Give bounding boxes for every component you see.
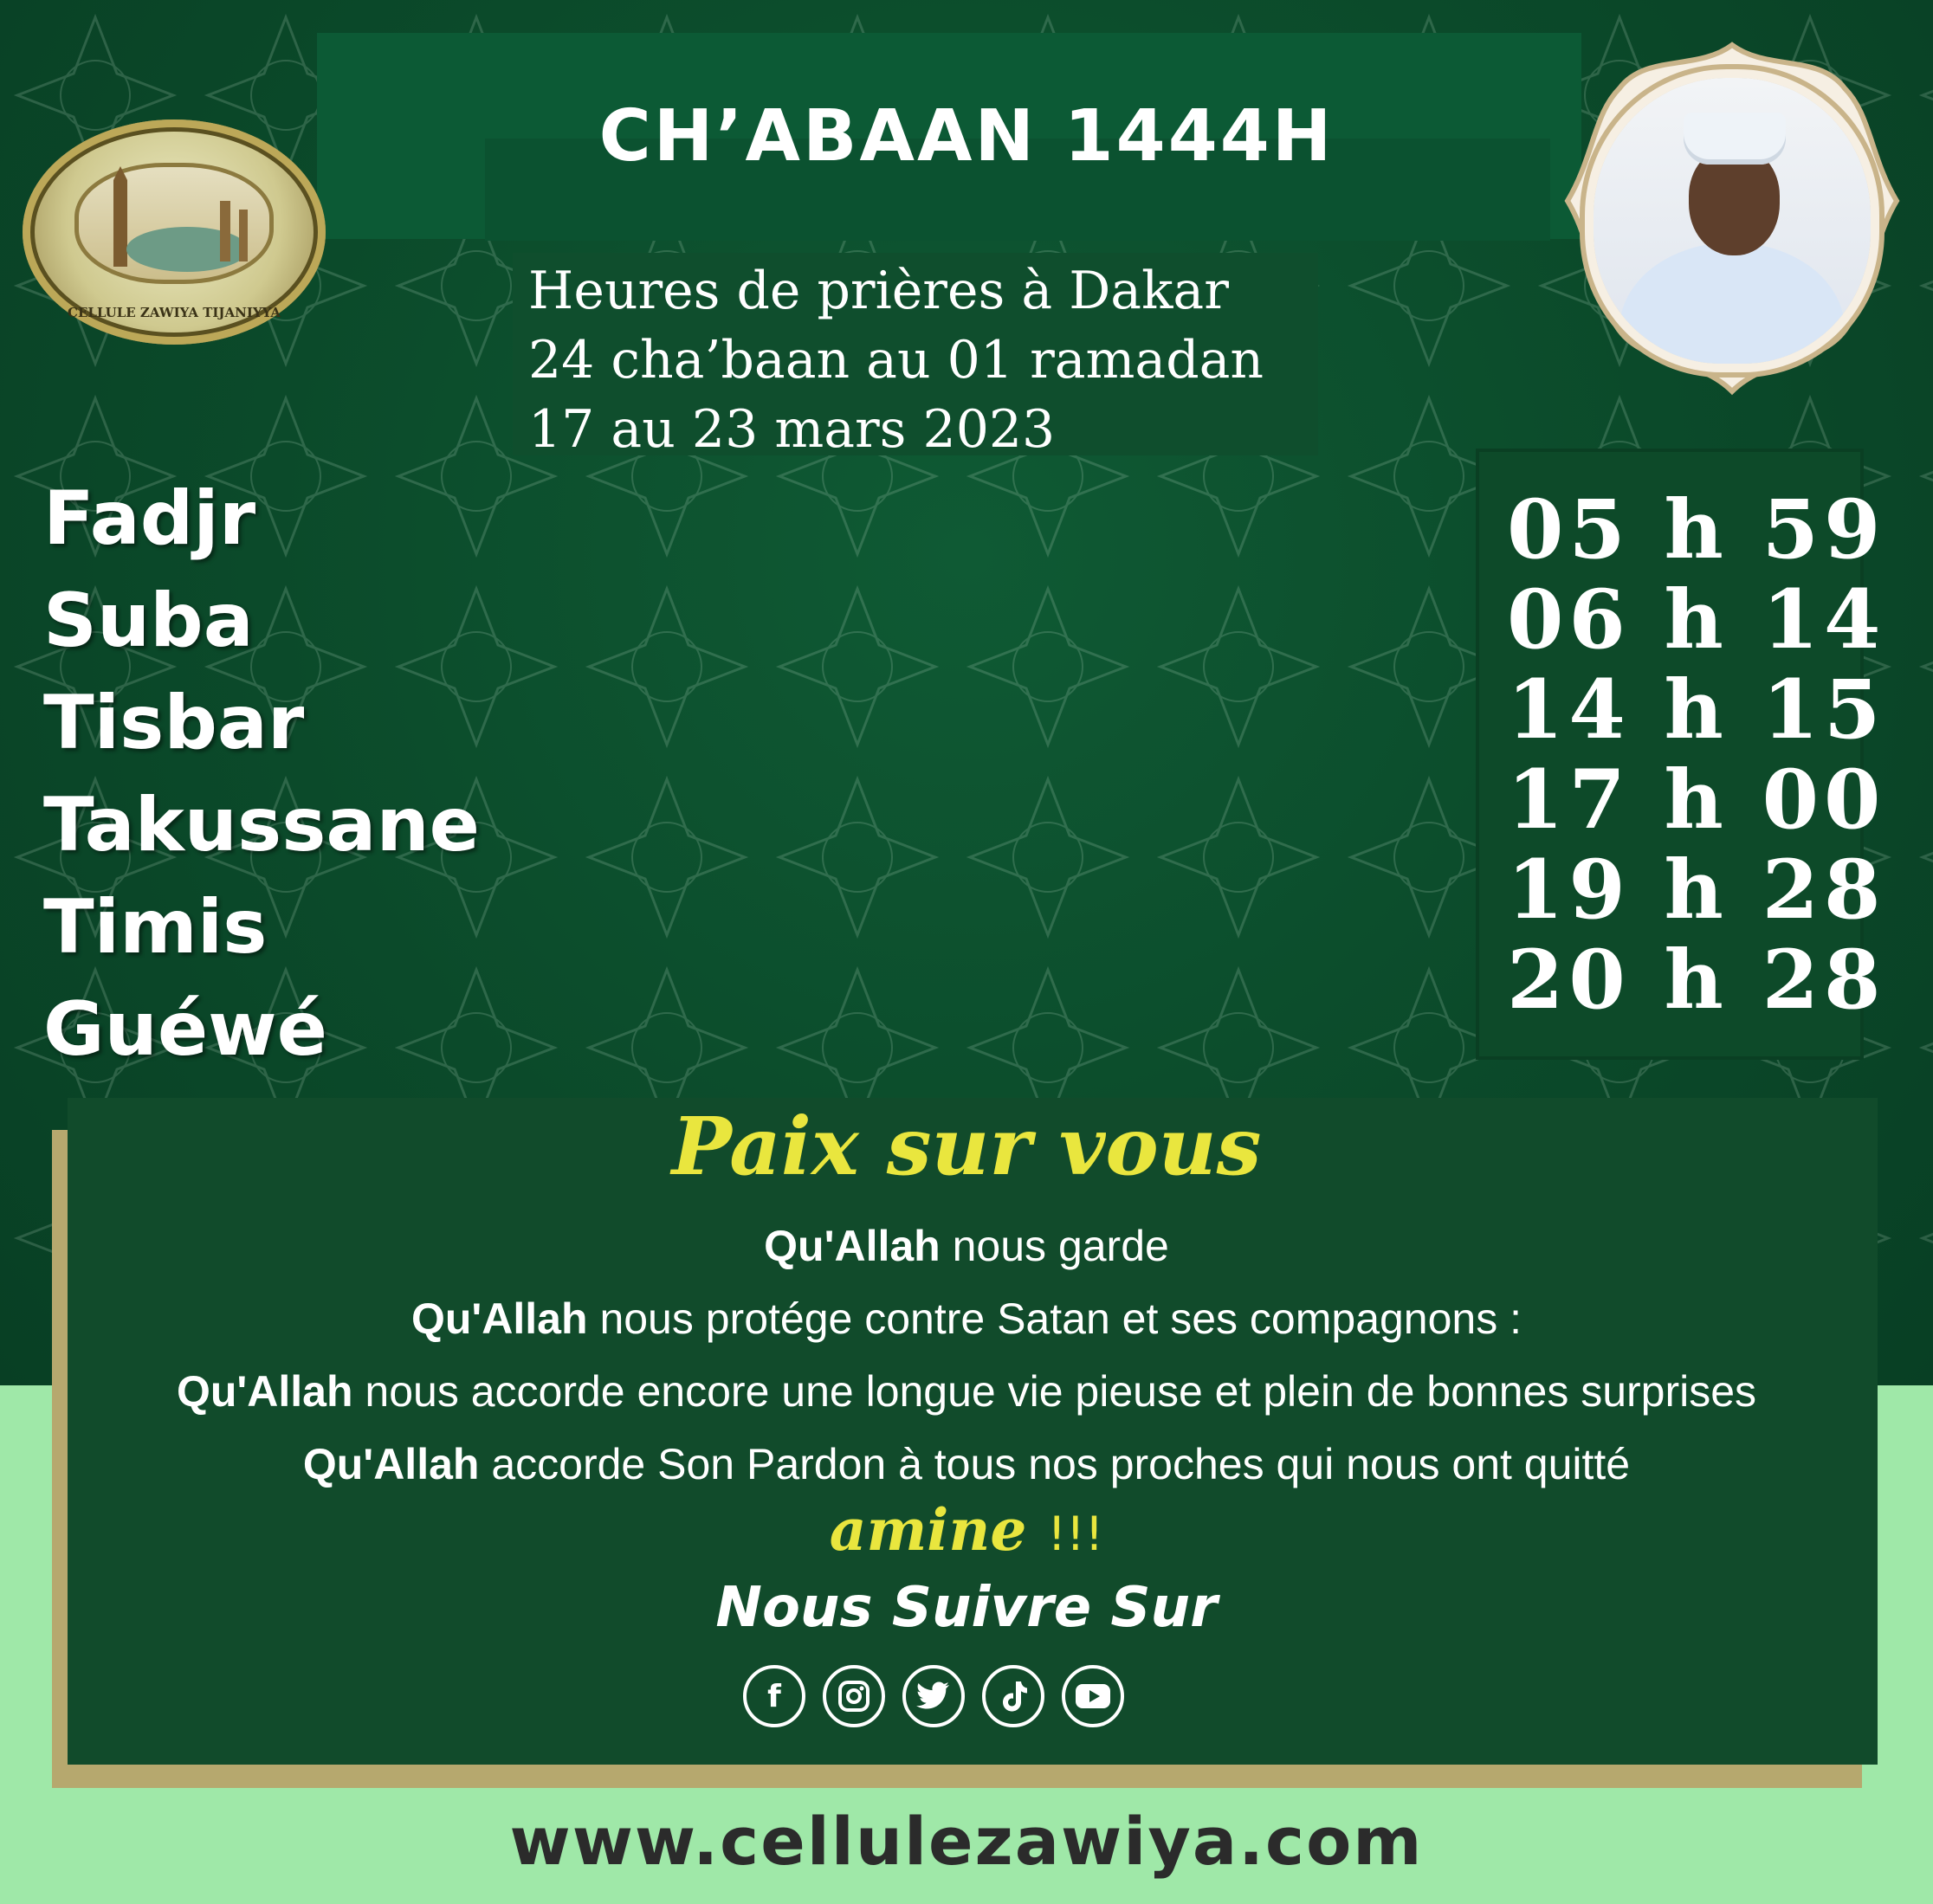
message-line — [0, 1439, 1933, 1489]
prayer-name: Timis — [43, 884, 268, 971]
mosque-icon — [74, 163, 274, 284]
amine-line — [0, 1496, 1933, 1564]
subtitle — [528, 256, 1264, 464]
prayer-time: 06 h 14 — [1507, 572, 1886, 668]
prayer-name: Tisbar — [43, 680, 305, 766]
facebook-icon[interactable]: f — [743, 1665, 805, 1727]
robe-shape — [1619, 242, 1845, 364]
prayer-time: 19 h 28 — [1507, 842, 1886, 938]
message-line-bold: Qu'Allah — [411, 1294, 588, 1343]
prayer-name: Guéwé — [43, 986, 327, 1073]
message-line-bold: Qu'Allah — [176, 1367, 353, 1416]
message-line-rest: nous protége contre Satan et ses compagnons : — [587, 1294, 1522, 1343]
prayer-name: Suba — [43, 578, 254, 664]
instagram-icon[interactable] — [823, 1665, 885, 1727]
prayer-time: 05 h 59 — [1507, 482, 1886, 578]
prayer-names-list — [43, 468, 480, 1081]
portrait-image — [1594, 78, 1871, 364]
amine-text: amine — [829, 1496, 1027, 1564]
message-line-rest: nous garde — [940, 1222, 1169, 1270]
logo-text: CELLULE ZAWIYA TIJANIYYA — [68, 305, 281, 320]
subtitle-line-2: 24 cha’baan au 01 ramadan — [528, 330, 1264, 390]
prayer-time: 14 h 15 — [1507, 662, 1886, 758]
message-heading: Paix sur vous — [671, 1100, 1262, 1193]
website-link[interactable]: www.cellulezawiya.com — [509, 1803, 1424, 1880]
page-title: CH’ABAAN 1444H — [598, 95, 1335, 177]
prayer-name: Takussane — [43, 782, 480, 868]
follow-label: Nous Suivre Sur — [715, 1576, 1218, 1640]
subtitle-line-3: 17 au 23 mars 2023 — [528, 399, 1056, 460]
prayer-time: 20 h 28 — [1507, 933, 1886, 1028]
prayer-time: 17 h 00 — [1507, 752, 1886, 848]
tiktok-icon[interactable] — [982, 1665, 1044, 1727]
message-line — [0, 1294, 1933, 1344]
logo — [23, 119, 326, 345]
message-line-rest: accorde Son Pardon à tous nos proches qui nous ont quitté — [479, 1440, 1631, 1488]
message-line-bold: Qu'Allah — [764, 1222, 941, 1270]
message-line — [0, 1366, 1933, 1417]
message-line — [0, 1221, 1933, 1271]
message-line-bold: Qu'Allah — [302, 1440, 480, 1488]
message-line-rest: nous accorde encore une longue vie pieuse et plein de bonnes surprises — [352, 1367, 1757, 1416]
prayer-name: Fadjr — [43, 475, 256, 562]
amine-exclaim: !!! — [1047, 1507, 1104, 1561]
prayer-times-list — [1507, 482, 1886, 1028]
twitter-icon[interactable] — [902, 1665, 965, 1727]
youtube-icon[interactable] — [1062, 1665, 1124, 1727]
social-links — [743, 1665, 1124, 1727]
subtitle-line-1: Heures de prières à Dakar — [528, 261, 1229, 321]
cap-shape — [1684, 113, 1786, 165]
